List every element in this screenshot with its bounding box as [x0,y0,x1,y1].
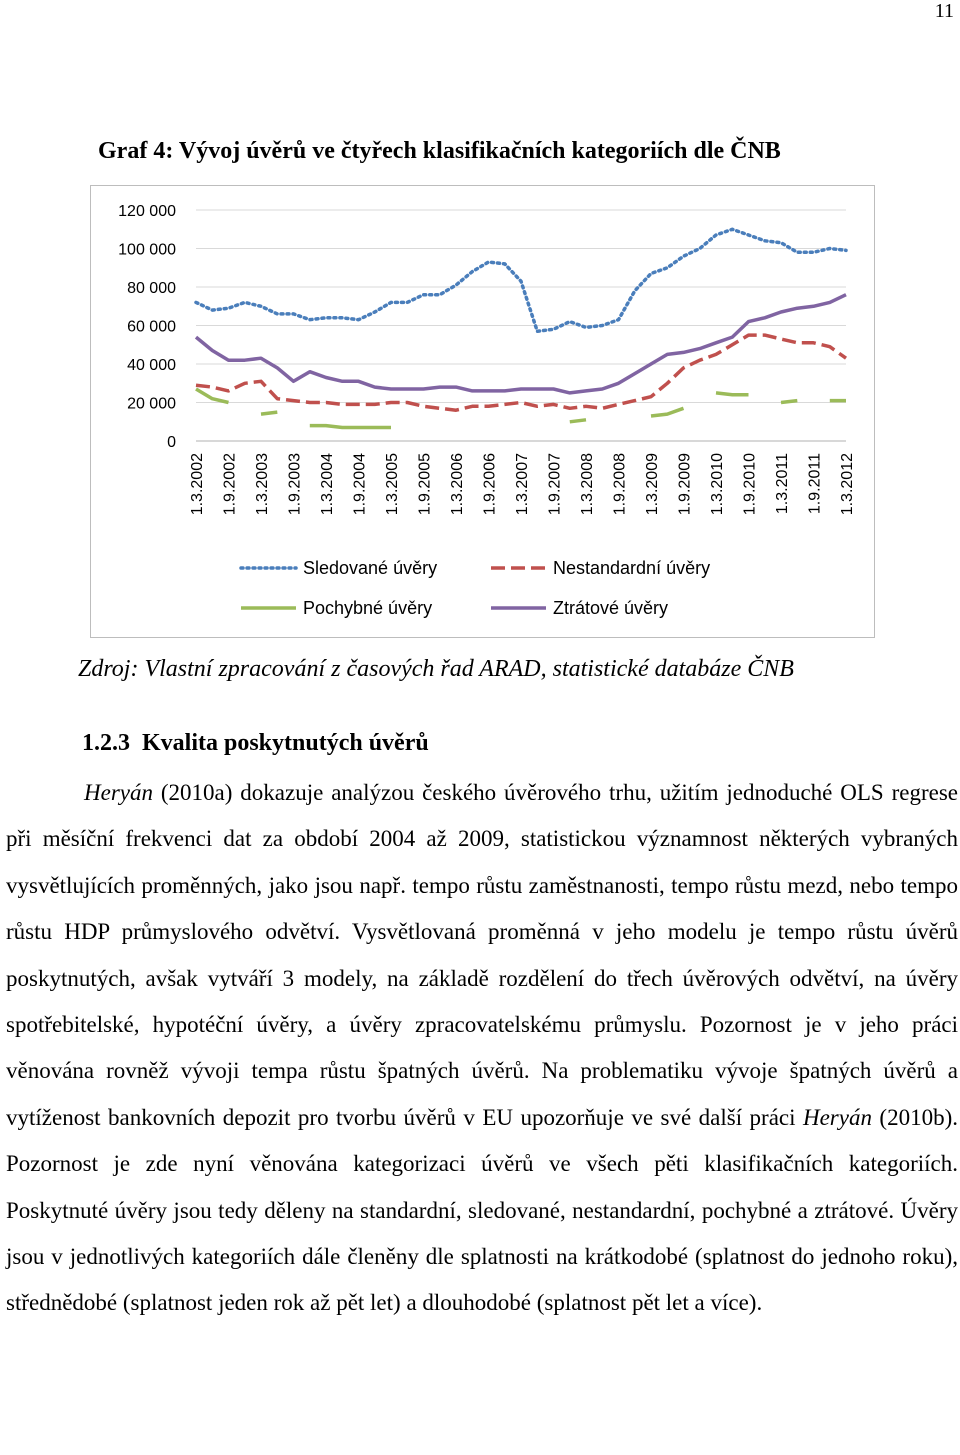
series-line [781,401,797,403]
x-tick-label: 1.3.2009 [644,453,661,516]
paragraph-text: (2010a) dokazuje analýzou českého úvěrového trhu, užitím jednoduché OLS regrese při měsíční frekvenci dat za období 2004 až 2009, statistickou významnost některých vybraných vysvětlujících proměnných, jako jsou např. tempo růstu zaměstnanosti, tempo růstu mezd, nebo tempo růstu HDP průmyslového odvětví. Vysvětlovaná proměnná v jeho modelu je tempo růstu úvěrů poskytnutých, avšak vytváří 3 modely, na základě rozdělení do třech úvěrových odvětví, na úvěry spotřebitelské, hypotéční úvěry, a úvěry zpracovatelskému průmyslu. Pozornost je v jeho práci věnována rovněž vývoji tempa růstu špatných úvěrů. Na problematiku vývoje špatných úvěrů a vytíženost bankovních depozit pro tvorbu úvěrů v EU upozorňuje ve své další práci [6,780,958,1130]
body-text [6,770,958,1327]
paragraph [6,770,958,1327]
author-citation: Heryán [84,780,153,805]
legend-label: Ztrátové úvěry [553,598,669,618]
x-tick-label: 1.3.2011 [774,453,791,515]
author-citation: Heryán [802,1104,872,1130]
section-heading [82,730,429,757]
x-tick-label: 1.3.2010 [709,453,726,516]
x-tick-label: 1.9.2007 [546,453,564,516]
legend-label: Nestandardní úvěry [553,558,711,578]
y-tick-label: 100 000 [118,241,176,259]
x-tick-label: 1.3.2004 [319,453,336,516]
series-line [716,393,749,395]
x-tick-label: 1.3.2008 [579,453,596,516]
x-tick-label: 1.3.2006 [449,453,466,516]
x-tick-label: 1.3.2005 [384,453,401,516]
legend-label: Pochybné úvěry [303,598,433,618]
y-tick-label: 60 000 [127,318,176,336]
x-tick-label: 1.9.2008 [611,453,629,516]
y-tick-label: 80 000 [127,280,176,297]
x-tick-label: 1.9.2010 [741,453,759,516]
legend-label: Sledované úvěry [303,558,438,578]
section-number: 1.2.3 [82,730,130,756]
series-line [310,426,391,428]
x-tick-label: 1.3.2012 [839,453,856,516]
figure-source: Zdroj: Vlastní zpracování z časových řad ARAD, statistické databáze ČNB [78,656,794,682]
y-tick-label: 0 [167,434,176,451]
x-tick-label: 1.9.2003 [286,453,304,516]
figure-title: Graf 4: Vývoj úvěrů ve čtyřech klasifikačních kategoriích dle ČNB [98,138,781,164]
section-title: Kvalita poskytnutých úvěrů [142,730,429,756]
series-line [196,229,846,331]
x-tick-label: 1.9.2002 [221,453,239,516]
x-tick-label: 1.9.2004 [351,453,369,516]
y-tick-label: 120 000 [118,203,176,220]
x-tick-label: 1.3.2007 [514,453,531,516]
series-line [196,295,846,393]
page-number: 11 [934,0,954,22]
series-line [651,408,684,416]
x-tick-label: 1.3.2003 [254,453,271,516]
series-line [570,420,586,422]
chart-frame [90,185,875,638]
y-tick-label: 20 000 [127,395,176,413]
x-tick-label: 1.9.2005 [416,453,434,516]
x-tick-label: 1.3.2002 [189,453,206,516]
x-tick-label: 1.9.2011 [806,453,824,515]
line-chart [91,186,876,639]
x-tick-label: 1.9.2009 [676,453,694,516]
series-line [196,335,846,410]
y-tick-label: 40 000 [127,357,176,374]
x-tick-label: 1.9.2006 [481,453,499,516]
paragraph-text: (2010b). Pozornost je zde nyní věnována kategorizaci úvěrů ve všech pěti klasifikačních kategoriích. Poskytnuté úvěry jsou tedy děleny na standardní, sledované, nestandardní, pochybné a ztrátové. Úvěry jsou v jednotlivých kategoriích dále členěny dle splatnosti na krátkodobé (splatnost do jednoho roku), střednědobé (splatnost jeden rok až pět let) a dlouhodobé (splatnost pět let a více). [6,1104,958,1316]
series-line [261,412,277,414]
